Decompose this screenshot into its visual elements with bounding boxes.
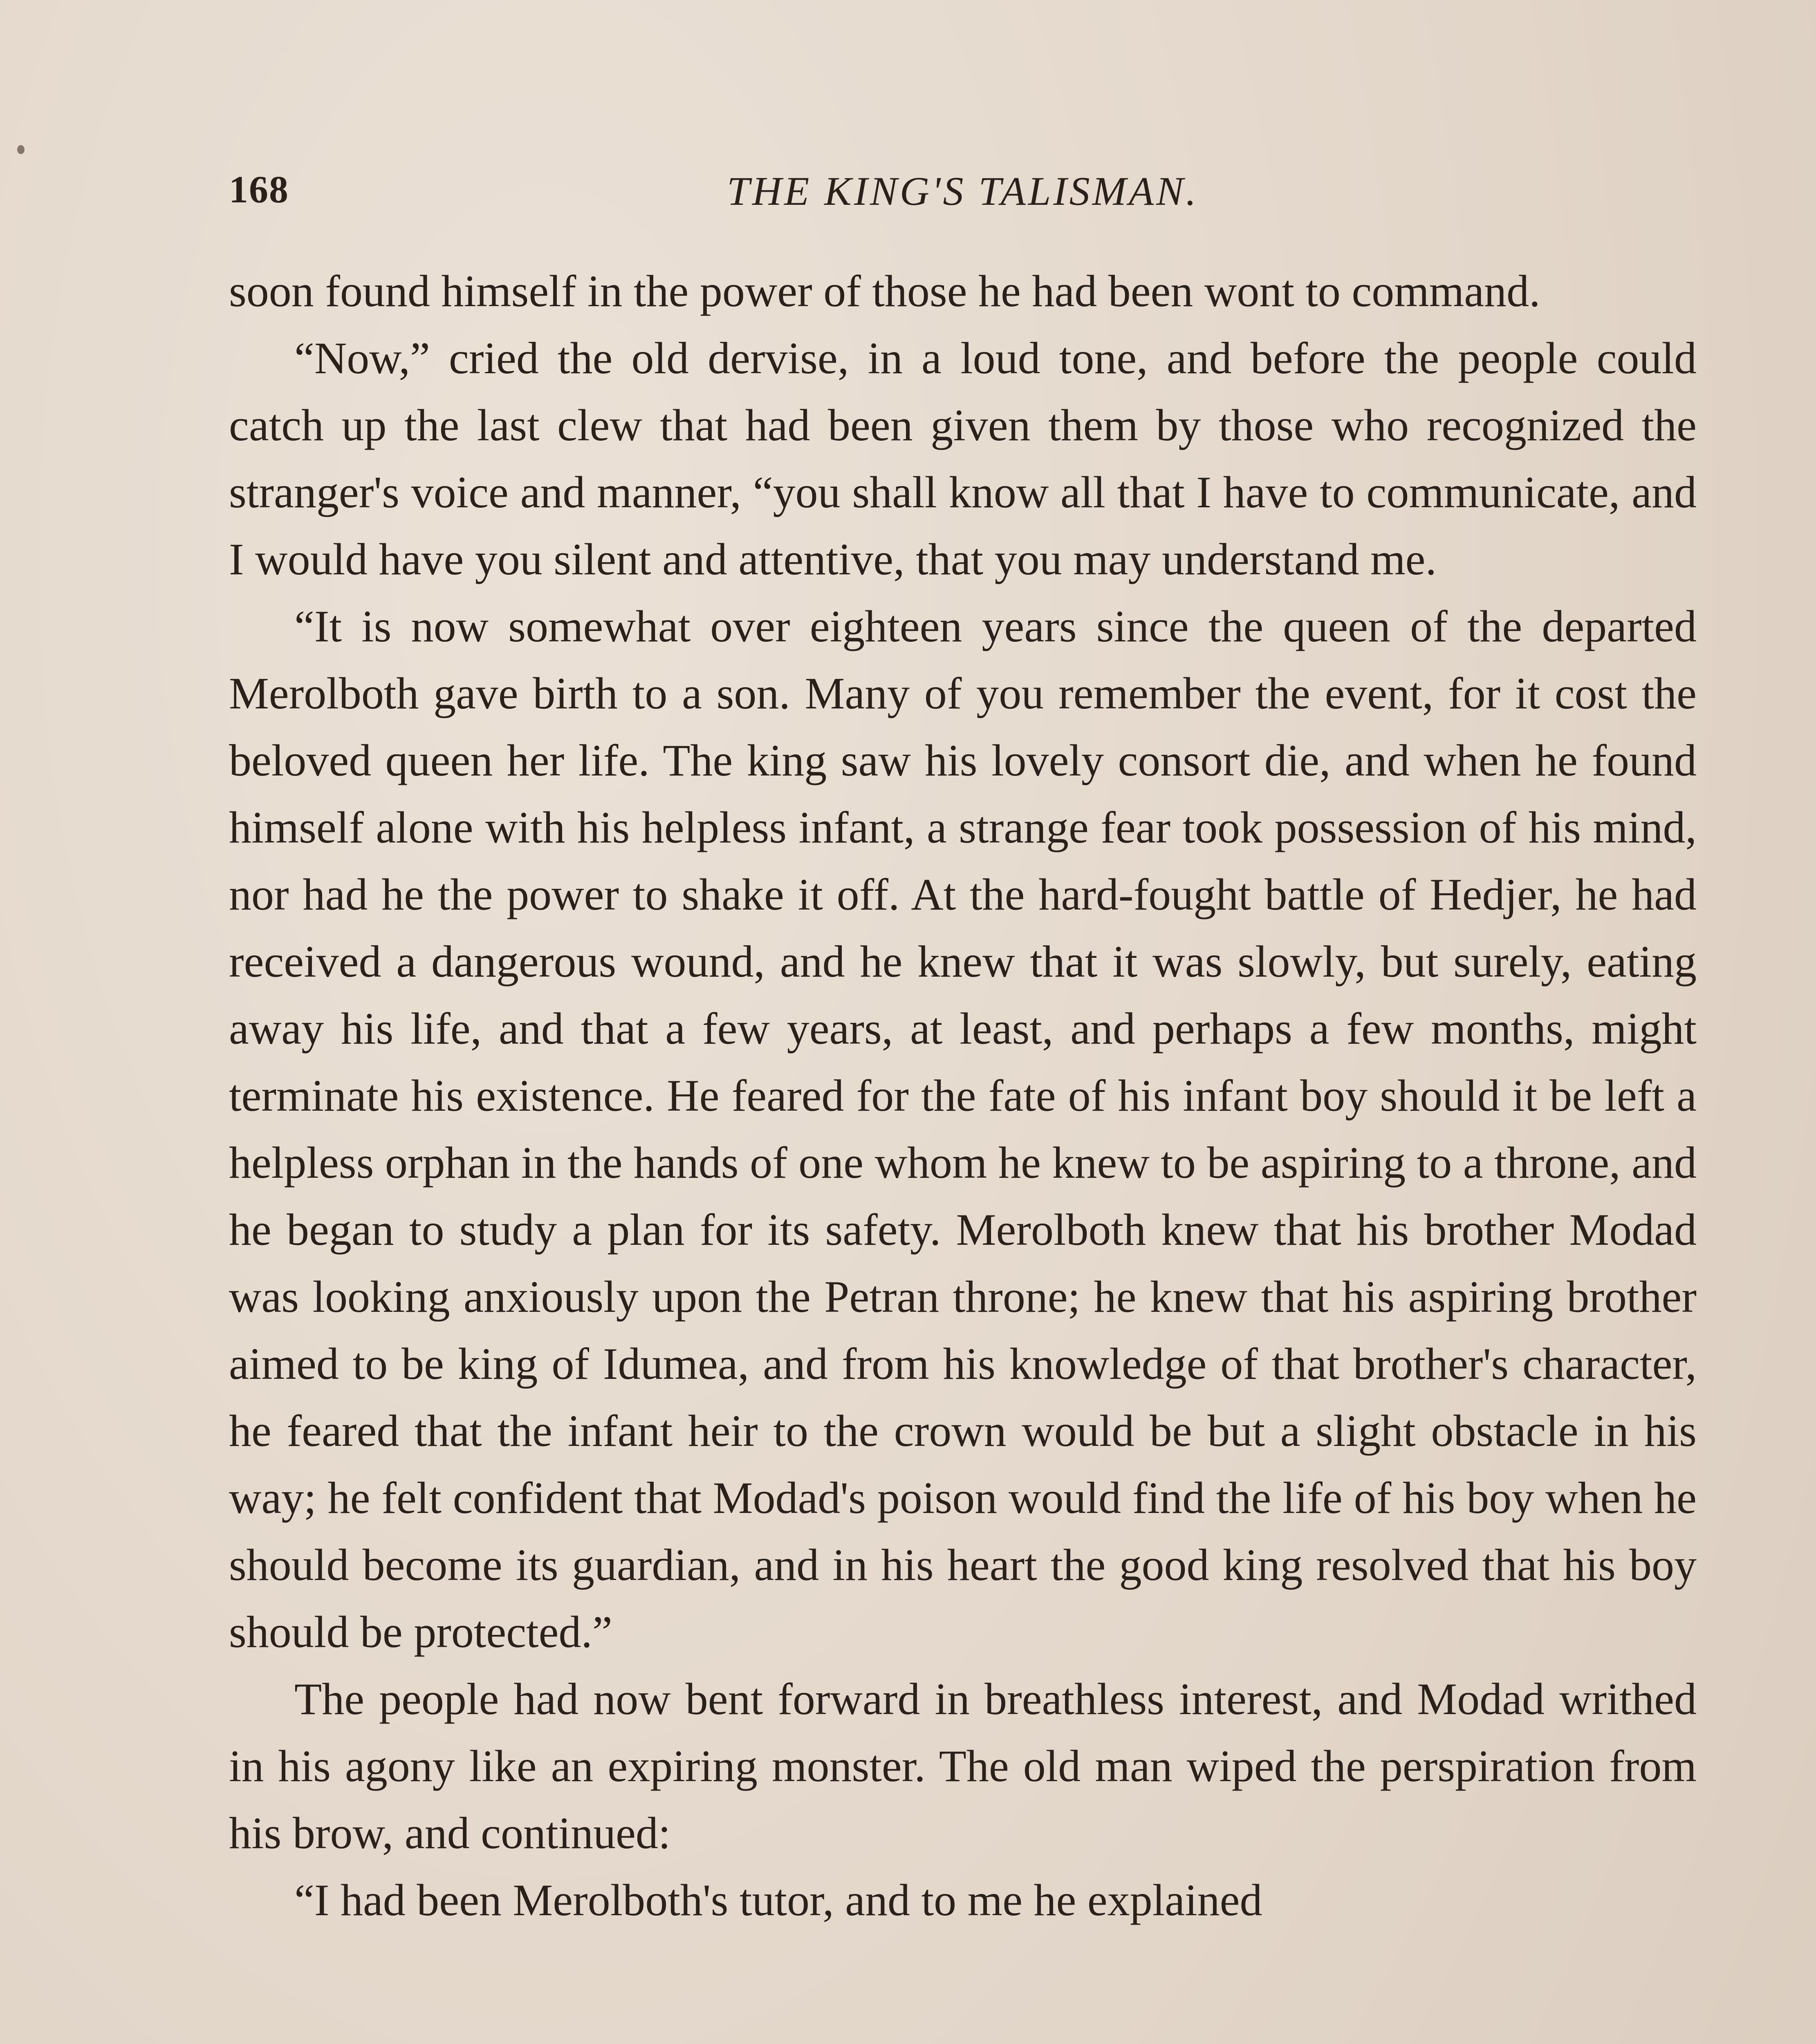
paragraph-3: “It is now somewhat over eighteen years since the queen of the departed Merolboth gave birth to a son. Many of you remember the event, for it cost the beloved queen her life. The king saw his lovely consort die, and when he found himself alone with his helpless infant, a strange fear took possession of his mind, nor had he the power to shake it off. At the hard-fought battle of Hedjer, he had received a dangerous wound, and he knew that it was slowly, but surely, eating away his life, and that a few years, at least, and perhaps a few months, might terminate his existence. He feared for the fate of his infant boy should it be left a helpless orphan in the hands of one whom he knew to be aspiring to a throne, and he began to study a plan for its safety. Merolboth knew that his brother Modad was looking anxiously upon the Petran throne; he knew that his aspiring brother aimed to be king of Idumea, and from his knowledge of that brother's character, he feared that the infant heir to the crown would be but a slight obstacle in his way; he felt confident that Modad's poison would find the life of his boy when he should become its guardian, and in his heart the good king resolved that his boy should be protected.” xyxy=(229,601,1697,1657)
page-number: 168 xyxy=(229,168,289,211)
body-text xyxy=(229,258,1697,1934)
book-page xyxy=(229,155,1697,2044)
paragraph-2: “Now,” cried the old dervise, in a loud tone, and before the people could catch up the last clew that had been given them by those who recognized the stranger's voice and manner, “you shall know all that I have to communicate, and I would have you silent and attentive, that you may understand me. xyxy=(229,333,1697,584)
paragraph-1: soon found himself in the power of those he had been wont to command. xyxy=(229,266,1540,316)
running-title: THE KING'S TALISMAN. xyxy=(727,168,1199,214)
running-head xyxy=(229,155,1697,217)
paper-speck xyxy=(17,145,25,154)
paragraph-5: “I had been Merolboth's tutor, and to me he explained xyxy=(294,1875,1262,1925)
paragraph-4: The people had now bent forward in breathless interest, and Modad writhed in his agony like an expiring monster. The old man wiped the perspiration from his brow, and continued: xyxy=(229,1674,1697,1858)
